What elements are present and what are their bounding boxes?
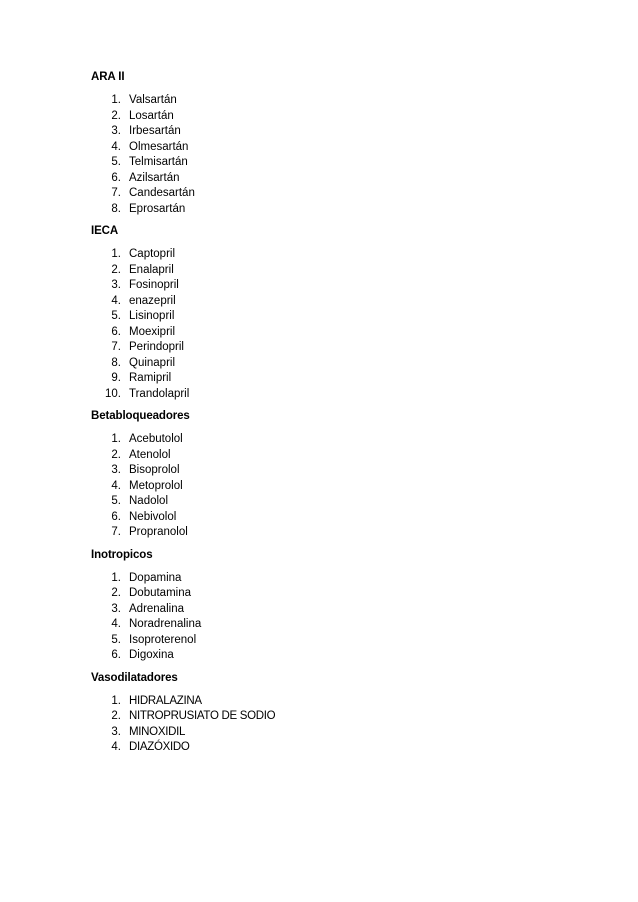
list-item-number: 6. xyxy=(111,510,121,523)
list-item xyxy=(91,586,571,602)
list-item xyxy=(91,278,571,294)
numbered-list xyxy=(91,571,571,664)
list-item-number: 1. xyxy=(111,94,121,106)
list-item-label: HIDRALAZINA xyxy=(129,694,202,707)
list-item-number: 7. xyxy=(111,341,121,353)
list-item-number: 3. xyxy=(111,279,121,291)
list-item-label: Noradrenalina xyxy=(129,618,202,630)
list-item-number: 4. xyxy=(111,741,121,753)
list-item-number: 8. xyxy=(111,202,121,215)
list-item-label: Adrenalina xyxy=(129,602,184,615)
list-item xyxy=(91,387,571,403)
list-item-label: Dobutamina xyxy=(129,587,192,599)
list-item-number: 4. xyxy=(111,140,121,153)
numbered-list xyxy=(91,93,571,217)
list-item-label: DIAZÓXIDO xyxy=(129,741,190,753)
list-item-label: Ramipril xyxy=(129,372,172,384)
list-item-label: enazepril xyxy=(129,294,176,307)
section-title: ARA II xyxy=(91,71,125,83)
list-item-label: Irbesartán xyxy=(129,125,181,137)
document-content xyxy=(91,70,571,763)
list-item xyxy=(91,694,571,710)
list-item xyxy=(91,356,571,372)
list-item-label: Azilsartán xyxy=(129,171,180,184)
list-item xyxy=(91,494,571,510)
section-vasodilatadores xyxy=(91,671,571,756)
list-item xyxy=(91,633,571,649)
list-item-number: 5. xyxy=(111,633,121,646)
list-item-label: NITROPRUSIATO DE SODIO xyxy=(129,710,276,722)
list-item-number: 2. xyxy=(111,263,121,276)
list-item xyxy=(91,709,571,725)
list-item-number: 6. xyxy=(111,325,121,338)
list-item xyxy=(91,463,571,479)
list-item-number: 7. xyxy=(111,187,121,199)
section-ara-ii xyxy=(91,70,571,217)
list-item-number: 6. xyxy=(111,649,121,661)
list-item-label: Bisoprolol xyxy=(129,464,180,476)
list-item-number: 10. xyxy=(105,387,121,400)
list-item-number: 2. xyxy=(111,109,121,122)
list-item xyxy=(91,510,571,526)
list-item-label: Losartán xyxy=(129,109,174,122)
list-item xyxy=(91,309,571,325)
list-item-number: 1. xyxy=(111,571,121,584)
list-item-label: Digoxina xyxy=(129,649,174,661)
list-item xyxy=(91,325,571,341)
list-item xyxy=(91,93,571,109)
list-item xyxy=(91,263,571,279)
list-item-number: 7. xyxy=(111,526,121,538)
list-item xyxy=(91,432,571,448)
list-item-number: 1. xyxy=(111,248,121,260)
list-item-label: Moexipril xyxy=(129,325,176,338)
list-item-number: 3. xyxy=(111,602,121,615)
list-item xyxy=(91,479,571,495)
list-item xyxy=(91,725,571,741)
list-item-label: Fosinopril xyxy=(129,279,179,291)
list-item-label: Quinapril xyxy=(129,356,176,369)
list-item-label: Eprosartán xyxy=(129,202,186,215)
numbered-list xyxy=(91,247,571,402)
list-item-number: 5. xyxy=(111,310,121,322)
list-item-number: 4. xyxy=(111,479,121,492)
list-item-number: 9. xyxy=(111,372,121,384)
list-item-label: Nadolol xyxy=(129,495,168,507)
list-item-number: 2. xyxy=(111,587,121,599)
list-item-label: Dopamina xyxy=(129,571,182,584)
list-item xyxy=(91,340,571,356)
list-item xyxy=(91,109,571,125)
list-item xyxy=(91,740,571,756)
list-item-number: 6. xyxy=(111,171,121,184)
list-item xyxy=(91,171,571,187)
list-item-label: Candesartán xyxy=(129,187,195,199)
section-ieca xyxy=(91,224,571,402)
list-item-label: Isoproterenol xyxy=(129,633,197,646)
list-item xyxy=(91,617,571,633)
list-item-number: 2. xyxy=(111,448,121,461)
list-item-label: MINOXIDIL xyxy=(129,725,186,738)
list-item-number: 2. xyxy=(111,710,121,722)
list-item xyxy=(91,294,571,310)
list-item xyxy=(91,525,571,541)
list-item-label: Propranolol xyxy=(129,526,188,538)
section-title: Inotropicos xyxy=(91,548,153,561)
list-item-label: Acebutolol xyxy=(129,433,183,445)
list-item-label: Captopril xyxy=(129,248,176,260)
section-inotropicos xyxy=(91,548,571,664)
list-item-label: Enalapril xyxy=(129,263,174,276)
list-item-number: 1. xyxy=(111,433,121,445)
list-item-label: Lisinopril xyxy=(129,310,175,322)
list-item-label: Trandolapril xyxy=(129,387,190,400)
list-item-number: 3. xyxy=(111,125,121,137)
list-item-label: Olmesartán xyxy=(129,140,189,153)
list-item xyxy=(91,155,571,171)
list-item xyxy=(91,571,571,587)
list-item-label: Nebivolol xyxy=(129,510,177,523)
list-item-label: Telmisartán xyxy=(129,156,188,168)
list-item-number: 3. xyxy=(111,725,121,738)
section-title: IECA xyxy=(91,225,119,237)
list-item-label: Valsartán xyxy=(129,94,177,106)
list-item xyxy=(91,124,571,140)
numbered-list xyxy=(91,432,571,541)
list-item xyxy=(91,448,571,464)
list-item-number: 5. xyxy=(111,156,121,168)
list-item xyxy=(91,186,571,202)
list-item xyxy=(91,602,571,618)
section-title: Vasodilatadores xyxy=(91,671,178,684)
list-item-number: 8. xyxy=(111,356,121,369)
section-betabloqueadores xyxy=(91,409,571,541)
list-item xyxy=(91,202,571,218)
list-item-label: Metoprolol xyxy=(129,479,183,492)
list-item xyxy=(91,140,571,156)
section-title: Betabloqueadores xyxy=(91,410,190,422)
list-item xyxy=(91,648,571,664)
list-item-number: 1. xyxy=(111,694,121,707)
list-item-number: 3. xyxy=(111,464,121,476)
numbered-list xyxy=(91,694,571,756)
list-item xyxy=(91,247,571,263)
list-item-number: 4. xyxy=(111,294,121,307)
list-item-label: Perindopril xyxy=(129,341,184,353)
list-item-number: 4. xyxy=(111,618,121,630)
list-item-number: 5. xyxy=(111,495,121,507)
list-item-label: Atenolol xyxy=(129,448,171,461)
list-item xyxy=(91,371,571,387)
